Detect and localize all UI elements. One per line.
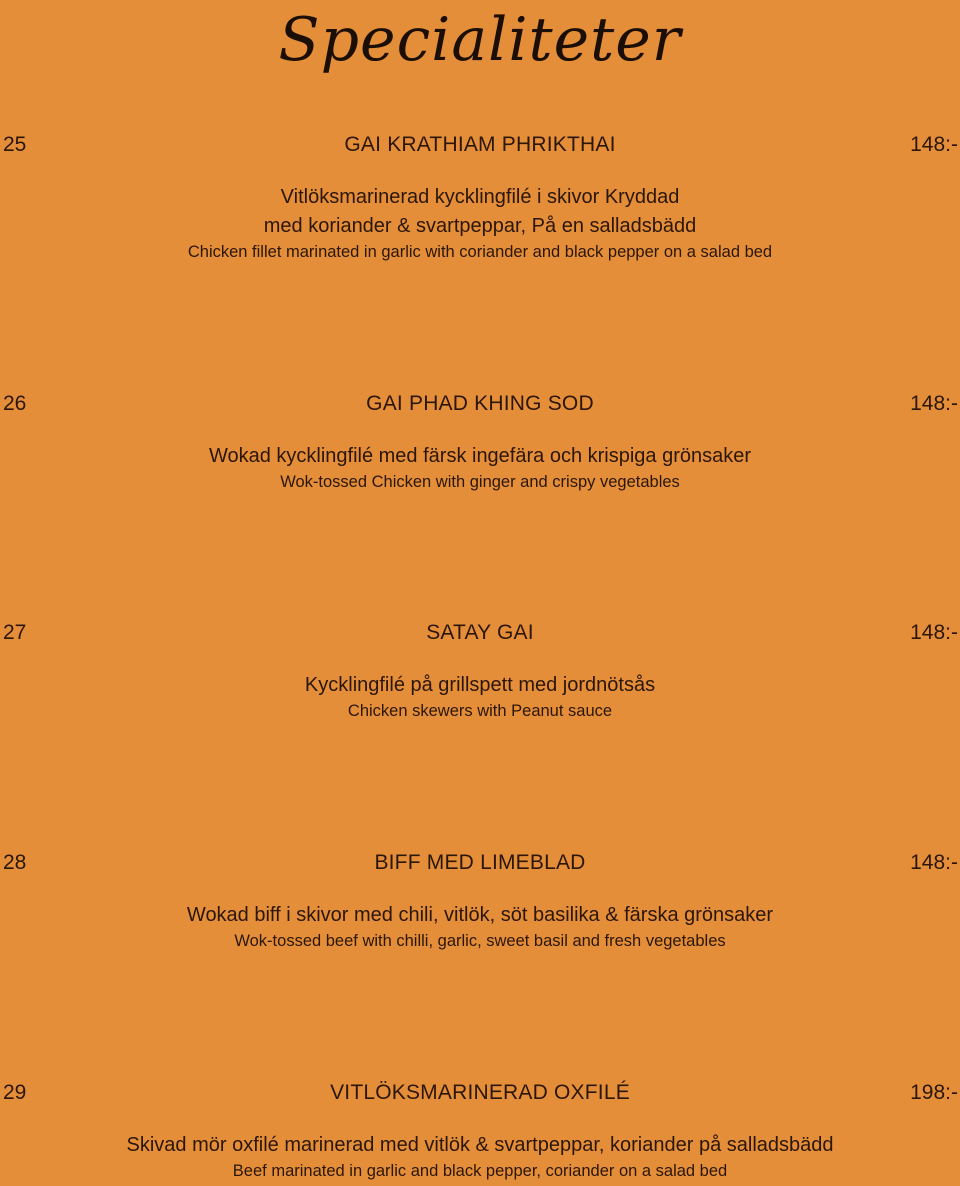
menu-item-description-en: Beef marinated in garlic and black pepper, coriander on a salad bed <box>232 1162 728 1180</box>
menu-item-description-sv: med koriander & svartpeppar, På en salladsbädd <box>263 215 697 237</box>
menu-item-name: BIFF MED LIMEBLAD <box>374 851 586 874</box>
menu-item-description-sv: Wokad biff i skivor med chili, vitlök, söt basilika & färska grönsaker <box>186 904 774 926</box>
menu-item-name: GAI KRATHIAM PHRIKTHAI <box>344 133 616 156</box>
menu-item-header <box>0 849 960 877</box>
menu-item-29 <box>0 1079 960 1182</box>
menu-item-header <box>0 1079 960 1107</box>
menu-item-price: 148:- <box>910 133 958 156</box>
menu-item-price: 148:- <box>910 621 958 644</box>
menu-item-description-sv: Kycklingfilé på grillspett med jordnötsås <box>304 674 656 696</box>
menu-item-27 <box>0 619 960 722</box>
menu-item-28 <box>0 849 960 952</box>
menu-item-header <box>0 131 960 159</box>
page-title: Specialiteter <box>278 5 682 75</box>
menu-item-25 <box>0 131 960 263</box>
menu-item-description-en: Chicken skewers with Peanut sauce <box>347 702 613 720</box>
menu-item-price: 148:- <box>910 851 958 874</box>
menu-item-description-sv: Wokad kycklingfilé med färsk ingefära och krispiga grönsaker <box>208 445 752 467</box>
menu-item-26 <box>0 390 960 493</box>
menu-item-name: GAI PHAD KHING SOD <box>366 392 594 415</box>
menu-item-name: SATAY GAI <box>426 621 534 644</box>
menu-item-header <box>0 619 960 647</box>
menu-item-description-en: Chicken fillet marinated in garlic with coriander and black pepper on a salad bed <box>187 243 773 261</box>
menu-item-price: 148:- <box>910 392 958 415</box>
menu-item-number: 25 <box>3 133 27 156</box>
menu-item-number: 29 <box>3 1081 27 1104</box>
menu-item-number: 28 <box>3 851 27 874</box>
menu-item-header <box>0 390 960 418</box>
menu-item-number: 27 <box>3 621 27 644</box>
menu-item-number: 26 <box>3 392 27 415</box>
menu-item-description-en: Wok-tossed beef with chilli, garlic, sweet basil and fresh vegetables <box>234 932 726 950</box>
menu-item-price: 198:- <box>910 1081 958 1104</box>
menu-item-name: VITLÖKSMARINERAD OXFILÉ <box>330 1081 630 1104</box>
menu-item-description-sv: Skivad mör oxfilé marinerad med vitlök & svartpeppar, koriander på salladsbädd <box>126 1134 834 1156</box>
menu-item-description-sv: Vitlöksmarinerad kycklingfilé i skivor Kryddad <box>280 186 680 208</box>
menu-item-description-en: Wok-tossed Chicken with ginger and crispy vegetables <box>280 473 680 491</box>
